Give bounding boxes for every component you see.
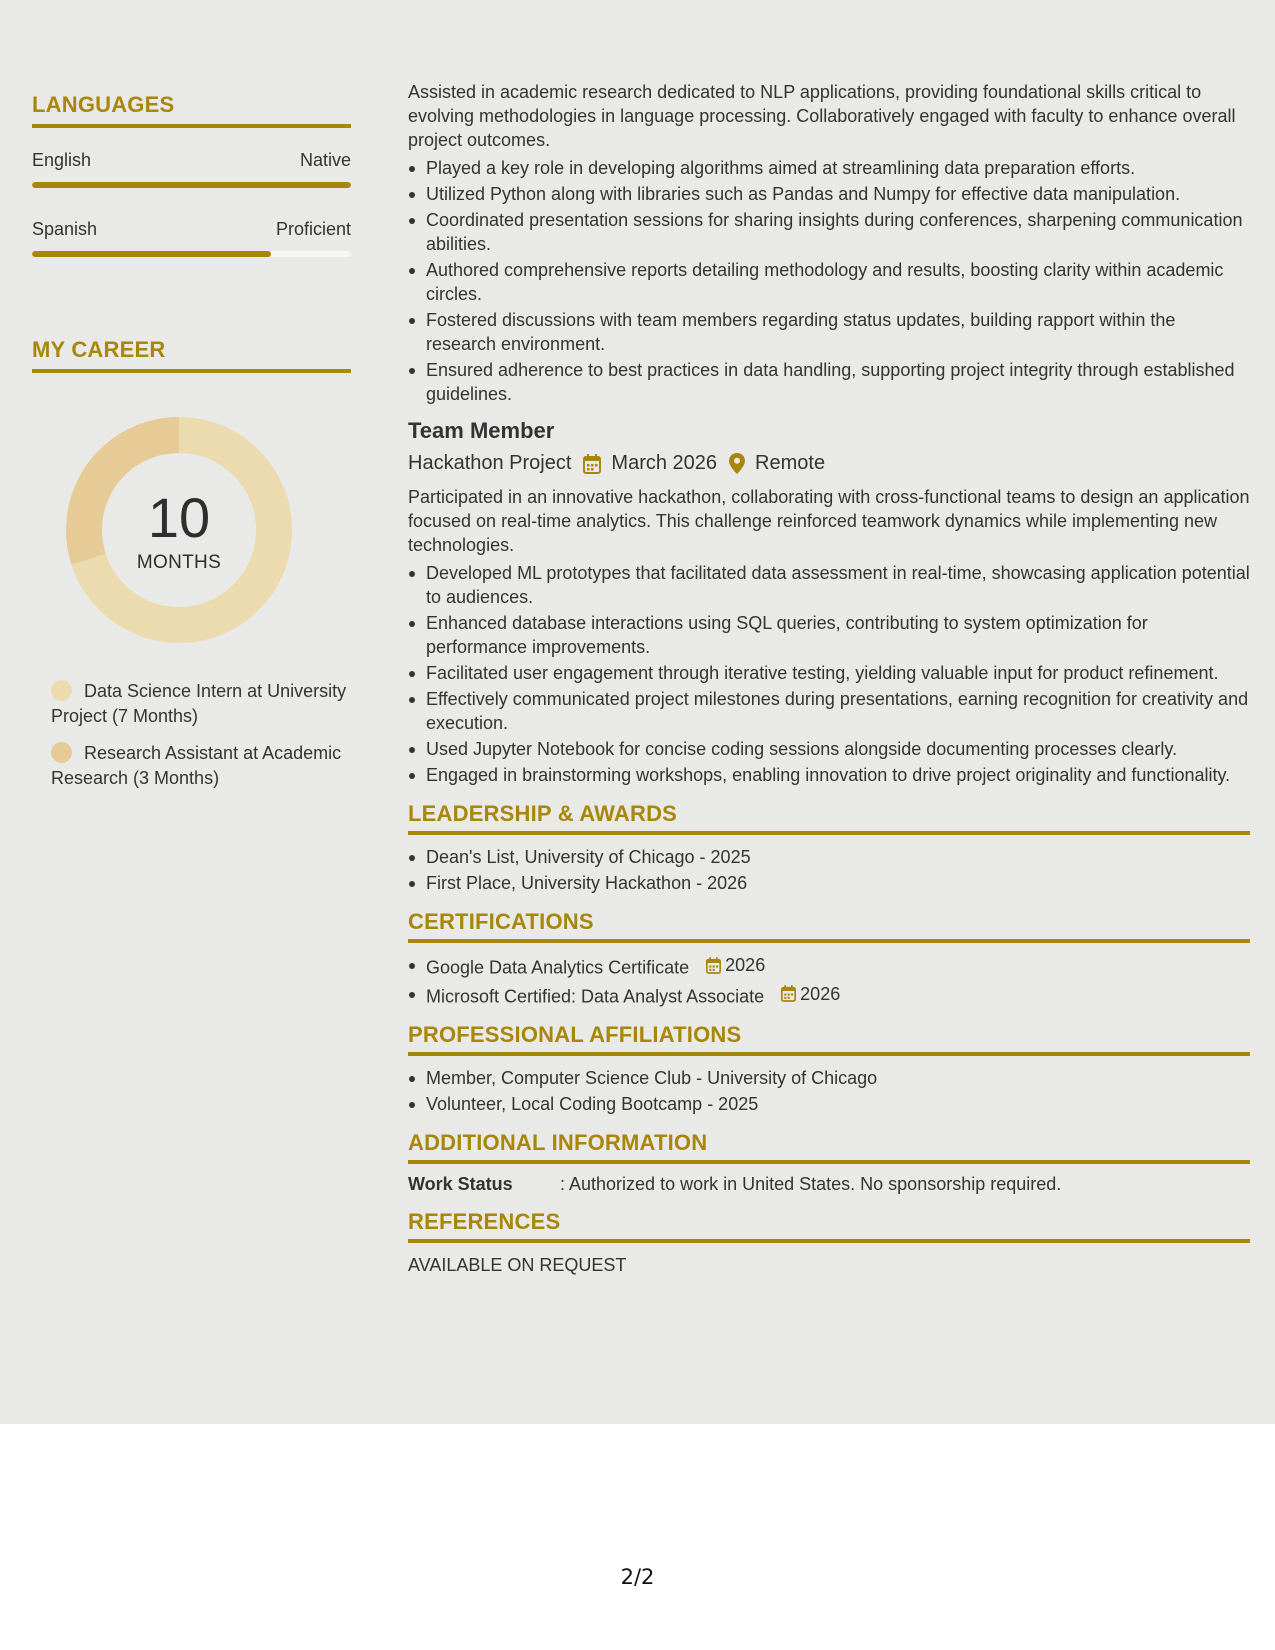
list-item: Fostered discussions with team members regarding status updates, building rapport within the research environment. bbox=[408, 308, 1250, 356]
section-divider bbox=[408, 1160, 1250, 1164]
list-item: Ensured adherence to best practices in data handling, supporting project integrity through established guidelines. bbox=[408, 358, 1250, 406]
languages-section bbox=[32, 92, 351, 257]
certification-date bbox=[706, 953, 765, 977]
list-item: Utilized Python along with libraries such as Pandas and Numpy for effective data manipulation. bbox=[408, 182, 1250, 206]
list-item: First Place, University Hackathon - 2026 bbox=[408, 871, 1250, 895]
calendar-icon bbox=[781, 985, 796, 1002]
career-title: MY CAREER bbox=[32, 337, 166, 362]
language-bar bbox=[32, 182, 351, 188]
language-bar bbox=[32, 251, 351, 257]
list-item: Played a key role in developing algorithms aimed at streamlining data preparation efforts. bbox=[408, 156, 1250, 180]
language-level: Proficient bbox=[275, 219, 351, 239]
list-item: Engaged in brainstorming workshops, enabling innovation to drive project originality and functionality. bbox=[408, 763, 1250, 787]
donut-center bbox=[66, 417, 292, 643]
additional-info-section bbox=[408, 1130, 1250, 1195]
affiliations-section bbox=[408, 1022, 1250, 1116]
affiliations-list bbox=[408, 1066, 1250, 1116]
experience-continued bbox=[408, 80, 1250, 406]
list-item: Volunteer, Local Coding Bootcamp - 2025 bbox=[408, 1092, 1250, 1116]
legend-dot bbox=[51, 680, 72, 701]
legend-item bbox=[51, 741, 351, 791]
affiliations-title: PROFESSIONAL AFFILIATIONS bbox=[408, 1022, 742, 1047]
legend-item bbox=[51, 679, 351, 729]
work-status-label: Work Status bbox=[408, 1174, 513, 1194]
job-entry bbox=[408, 418, 1250, 787]
list-item: Developed ML prototypes that facilitated data assessment in real-time, showcasing application potential to audiences. bbox=[408, 561, 1250, 609]
certification-year: 2026 bbox=[800, 983, 841, 1004]
list-item bbox=[408, 953, 1250, 980]
job-location: Remote bbox=[755, 452, 826, 474]
location-pin-icon bbox=[729, 453, 745, 474]
page-number: 2/2 bbox=[620, 1565, 655, 1589]
list-item: Authored comprehensive reports detailing methodology and results, boosting clarity within academic circles. bbox=[408, 258, 1250, 306]
list-item: Facilitated user engagement through iterative testing, yielding valuable input for product refinement. bbox=[408, 661, 1250, 685]
languages-title: LANGUAGES bbox=[32, 92, 175, 117]
additional-info-title: ADDITIONAL INFORMATION bbox=[408, 1130, 708, 1155]
legend-dot bbox=[51, 742, 72, 763]
job-summary: Participated in an innovative hackathon, collaborating with cross-functional teams to design an application focused on real-time analytics. This challenge reinforced teamwork dynamics while implementing new technologies. bbox=[408, 487, 1250, 555]
language-item-spanish bbox=[32, 219, 351, 257]
legend-label: Data Science Intern at University Project (7 Months) bbox=[51, 681, 347, 726]
list-item: Effectively communicated project milestones during presentations, earning recognition for creativity and execution. bbox=[408, 687, 1250, 735]
awards-title: LEADERSHIP & AWARDS bbox=[408, 801, 678, 826]
language-name: Spanish bbox=[32, 219, 98, 239]
section-divider bbox=[32, 369, 351, 373]
references-title: REFERENCES bbox=[408, 1209, 561, 1234]
job-bullets bbox=[408, 561, 1250, 787]
donut-total: 10 bbox=[147, 486, 211, 549]
list-item: Used Jupyter Notebook for concise coding sessions alongside documenting processes clearly. bbox=[408, 737, 1250, 761]
list-item: Member, Computer Science Club - University of Chicago bbox=[408, 1066, 1250, 1090]
calendar-icon bbox=[706, 957, 721, 974]
certifications-list bbox=[408, 953, 1250, 1008]
career-legend bbox=[51, 679, 351, 791]
certification-name: Microsoft Certified: Data Analyst Associate bbox=[426, 986, 765, 1006]
awards-section bbox=[408, 801, 1250, 895]
work-status bbox=[408, 1174, 1250, 1195]
certifications-section bbox=[408, 909, 1250, 1008]
certification-date bbox=[781, 982, 840, 1006]
job-date: March 2026 bbox=[611, 452, 718, 474]
left-column bbox=[32, 92, 351, 791]
awards-list bbox=[408, 845, 1250, 895]
experience-bullets bbox=[408, 156, 1250, 406]
experience-summary: Assisted in academic research dedicated to NLP applications, providing foundational skills critical to evolving methodologies in language processing. Collaboratively engaged with faculty to enhance overall project outcomes. bbox=[408, 82, 1236, 150]
section-divider bbox=[408, 939, 1250, 943]
job-organization: Hackathon Project bbox=[408, 452, 572, 474]
language-bar-fill bbox=[32, 251, 271, 257]
language-bar-fill bbox=[32, 182, 351, 188]
list-item: Dean's List, University of Chicago - 2025 bbox=[408, 845, 1250, 869]
list-item: Coordinated presentation sessions for sharing insights during conferences, sharpening communication abilities. bbox=[408, 208, 1250, 256]
references-text: AVAILABLE ON REQUEST bbox=[408, 1255, 627, 1275]
job-meta bbox=[408, 452, 1250, 475]
legend-label: Research Assistant at Academic Research (3 Months) bbox=[51, 743, 342, 788]
calendar-icon bbox=[583, 454, 601, 474]
language-level: Native bbox=[299, 150, 351, 170]
language-item-english bbox=[32, 150, 351, 188]
donut-unit: MONTHS bbox=[136, 552, 222, 573]
career-donut-chart bbox=[66, 417, 292, 643]
job-title: Team Member bbox=[408, 418, 555, 443]
language-name: English bbox=[32, 150, 92, 170]
section-divider bbox=[408, 1052, 1250, 1056]
certification-year: 2026 bbox=[725, 955, 766, 975]
work-status-value: : Authorized to work in United States. No sponsorship required. bbox=[560, 1174, 1062, 1194]
right-column bbox=[408, 80, 1250, 1276]
career-section bbox=[32, 337, 351, 791]
section-divider bbox=[408, 1239, 1250, 1243]
list-item bbox=[408, 982, 1250, 1009]
references-section bbox=[408, 1209, 1250, 1276]
section-divider bbox=[408, 831, 1250, 835]
section-divider bbox=[32, 124, 351, 128]
certification-name: Google Data Analytics Certificate bbox=[426, 957, 690, 978]
list-item: Enhanced database interactions using SQL queries, contributing to system optimization for performance improvements. bbox=[408, 611, 1250, 659]
certifications-title: CERTIFICATIONS bbox=[408, 909, 594, 934]
